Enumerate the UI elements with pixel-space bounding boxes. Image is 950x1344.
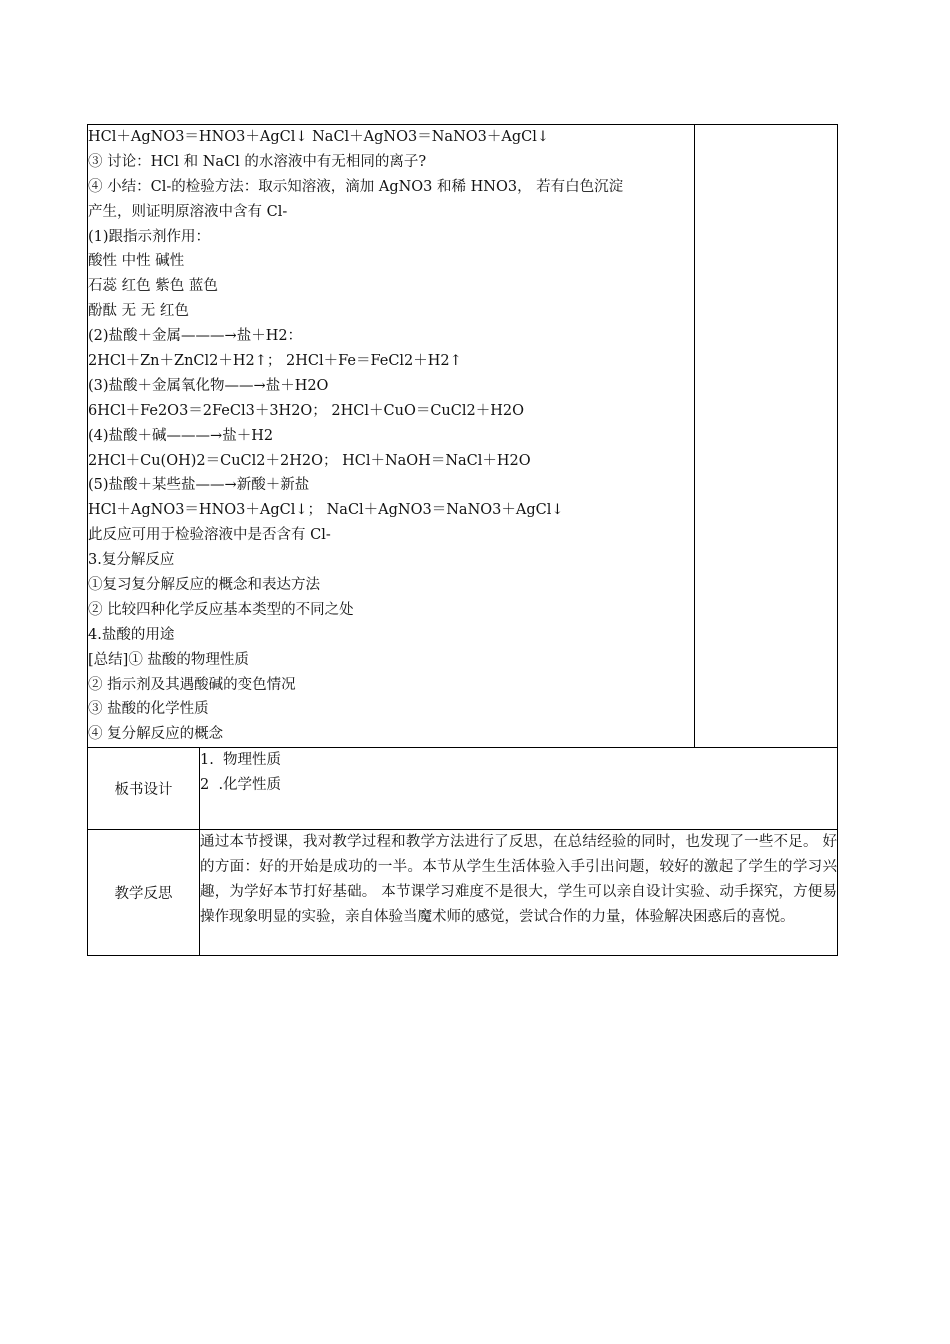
content-line: 此反应可用于检验溶液中是否含有 Cl- xyxy=(88,527,331,544)
content-line: ③ 盐酸的化学性质 xyxy=(88,701,209,718)
content-line: HCl＋AgNO3＝HNO3＋AgCl↓ NaCl＋AgNO3＝NaNO3＋AgCl↓ xyxy=(88,129,550,145)
teaching-reflection-label: 教学反思 xyxy=(88,830,200,956)
content-line: 6HCl＋Fe2O3＝2FeCl3＋3H2O； 2HCl＋CuO＝CuCl2＋H2O xyxy=(88,402,524,419)
content-line: ② 指示剂及其遇酸碱的变色情况 xyxy=(88,676,296,693)
board-item-1: 1. 物理性质 xyxy=(200,752,282,769)
content-line: 2HCl＋Zn＋ZnCl2＋H2↑； 2HCl＋Fe＝FeCl2＋H2↑ xyxy=(88,353,462,370)
content-line: 3.复分解反应 xyxy=(88,552,175,569)
content-line: (1)跟指示剂作用： xyxy=(88,228,211,245)
content-line: 酸性 中性 碱性 xyxy=(88,253,185,270)
teaching-reflection-row xyxy=(88,830,838,956)
lesson-content-lines xyxy=(88,125,694,747)
notes-cell xyxy=(695,125,838,748)
content-line: ② 比较四种化学反应基本类型的不同之处 xyxy=(88,601,354,618)
content-line: (2)盐酸＋金属———→盐＋H2： xyxy=(88,328,303,345)
teaching-reflection-content xyxy=(200,830,838,956)
content-line: [总结]① 盐酸的物理性质 xyxy=(88,651,249,668)
content-line: ③ 讨论：HCl 和 NaCl 的水溶液中有无相同的离子? xyxy=(88,153,427,170)
board-design-label: 板书设计 xyxy=(88,748,200,830)
content-line: 4.盐酸的用途 xyxy=(88,626,175,643)
content-line: HCl＋AgNO3＝HNO3＋AgCl↓； NaCl＋AgNO3＝NaNO3＋AgCl↓ xyxy=(88,502,564,519)
content-line: 产生，则证明原溶液中含有 Cl- xyxy=(88,203,288,220)
content-row xyxy=(88,125,838,748)
lesson-content-cell xyxy=(88,125,695,748)
lesson-plan-table xyxy=(87,124,838,956)
content-line: ④ 复分解反应的概念 xyxy=(88,726,224,743)
teaching-reflection-text: 通过本节授课，我对教学过程和教学方法进行了反思，在总结经验的同时，也发现了一些不足。 好的方面：好的开始是成功的一半。本节从学生生活体验入手引出问题，较好的激起了学生的学习兴趣，为学好本节打好基础。 本节课学习难度不是很大，学生可以亲自设计实验、动手探究，方便易操作现象明显的实验，亲自体验当魔术师的感觉，尝试合作的力量，体验解决困惑后的喜悦。 xyxy=(200,834,837,926)
content-line: 2HCl＋Cu(OH)2＝CuCl2＋2H2O； HCl＋NaOH＝NaCl＋H2O xyxy=(88,452,531,469)
content-line: 酚酞 无 无 红色 xyxy=(88,303,189,320)
content-line: (3)盐酸＋金属氧化物——→盐＋H2O xyxy=(88,377,329,394)
content-line: ①复习复分解反应的概念和表达方法 xyxy=(88,577,320,594)
content-line: ④ 小结：Cl-的检验方法：取示知溶液，滴加 AgNO3 和稀 HNO3， 若有白色沉淀 xyxy=(88,178,624,195)
board-design-row xyxy=(88,748,838,830)
content-line: (4)盐酸＋碱———→盐＋H2 xyxy=(88,427,274,444)
board-design-content xyxy=(200,748,838,830)
board-item-2: 2 .化学性质 xyxy=(200,777,282,794)
content-line: 石蕊 红色 紫色 蓝色 xyxy=(88,278,218,295)
content-line: (5)盐酸＋某些盐——→新酸＋新盐 xyxy=(88,477,310,494)
